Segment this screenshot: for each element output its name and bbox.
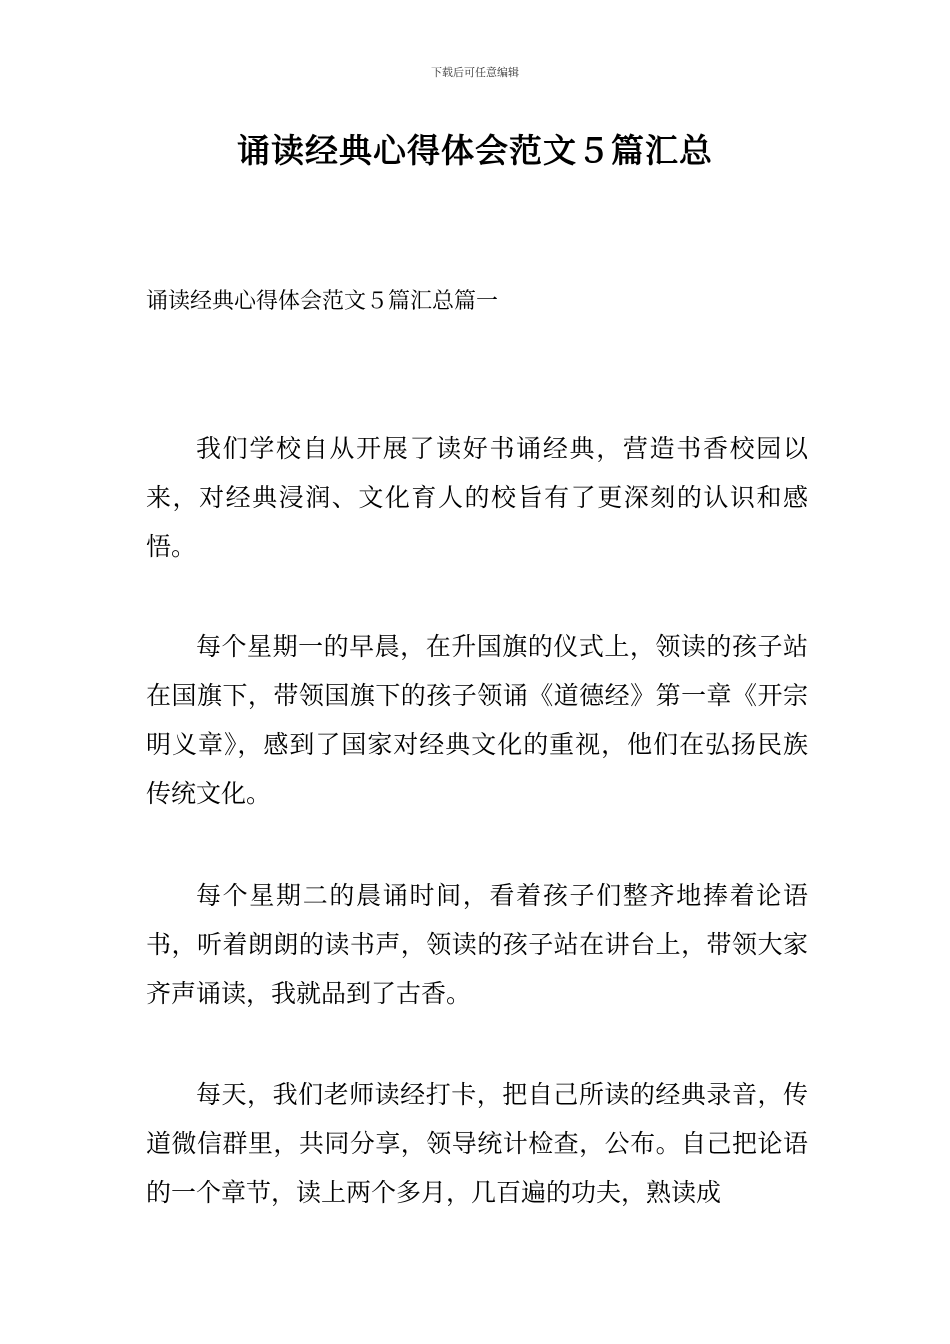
body-paragraph-4: 每天，我们老师读经打卡，把自己所读的经典录音，传道微信群里，共同分享，领导统计检查，公布。自己把论语的一个章节，读上两个多月，几百遍的功夫，熟读成	[146, 1080, 808, 1207]
body-paragraph-1: 我们学校自从开展了读好书诵经典，营造书香校园以来，对经典浸润、文化育人的校旨有了更深刻的认识和感悟。	[146, 434, 808, 561]
download-note: 下载后可任意编辑	[431, 66, 519, 79]
body-paragraph-2: 每个星期一的早晨，在升国旗的仪式上，领读的孩子站在国旗下，带领国旗下的孩子领诵《道德经》第一章《开宗明义章》，感到了国家对经典文化的重视，他们在弘扬民族传统文化。	[146, 632, 808, 808]
body-paragraph-3: 每个星期二的晨诵时间，看着孩子们整齐地捧着论语书，听着朗朗的读书声，领读的孩子站在讲台上，带领大家齐声诵读，我就品到了古香。	[146, 881, 808, 1008]
document-title: 诵读经典心得体会范文５篇汇总	[237, 131, 713, 170]
section-heading: 诵读经典心得体会范文５篇汇总篇一	[146, 289, 499, 314]
